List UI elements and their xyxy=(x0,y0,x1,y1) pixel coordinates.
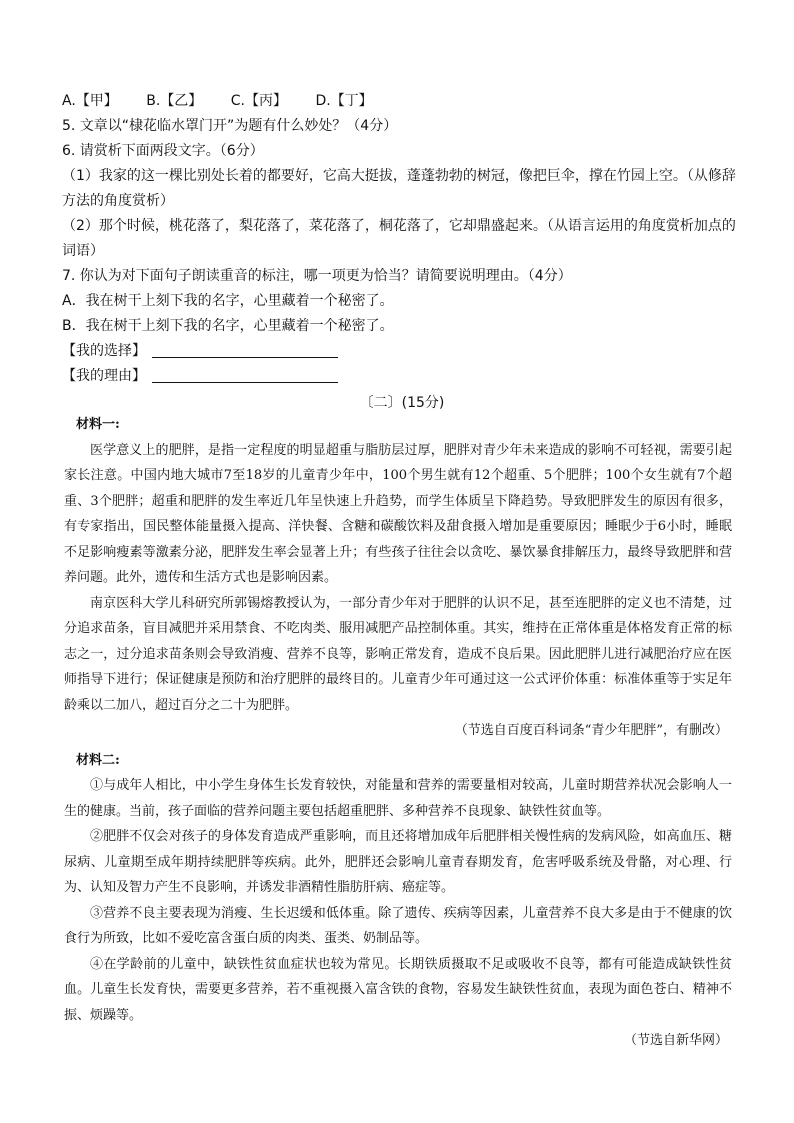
question-7: 7. 你认为对下面句子朗读重音的标注，哪一项更为恰当？请简要说明理由。（4分） xyxy=(62,268,572,284)
option-c[interactable]: C.【丙】 xyxy=(230,93,287,109)
reading-materials xyxy=(64,412,732,1054)
material-2-paragraph: ③营养不良主要表现为消瘦、生长迟缓和低体重。除了遗传、疾病等因素，儿童营养不良大多是由于不健康的饮食行为所致，比如不爱吃富含蛋白质的肉类、蛋类、奶制品等。 xyxy=(64,905,732,946)
my-choice-blank[interactable] xyxy=(152,340,338,358)
my-choice-label: 【我的选择】 xyxy=(62,343,146,359)
material-2-paragraph: ①与成年人相比，中小学生身体生长发育较快，对能量和营养的需要量相对较高，儿童时期营养状况会影响人一生的健康。当前，孩子面临的营养问题主要包括超重肥胖、多种营养不良现象、缺铁性贫血等。 xyxy=(64,778,732,819)
my-reason-label: 【我的理由】 xyxy=(62,368,146,384)
section-title: 〔二〕(15分) xyxy=(359,395,445,411)
question-7-option-a: A．我在树干上刻下我的名字，心里藏着一个秘密了。 xyxy=(62,293,394,309)
my-reason-blank[interactable] xyxy=(152,365,338,383)
material-1-title: 材料一: xyxy=(76,417,120,432)
option-a[interactable]: A.【甲】 xyxy=(62,93,118,109)
question-7-option-b: B．我在树干上刻下我的名字，心里藏着一个秘密了。 xyxy=(62,318,394,334)
question-6: 6. 请赏析下面两段文字。（6分） xyxy=(62,143,264,159)
material-1-paragraph: 医学意义上的肥胖，是指一定程度的明显超重与脂肪层过厚，肥胖对青少年未来造成的影响不可轻视，需要引起家长注意。中国内地大城市7至18岁的儿童青少年中，100个男生就有12个超重、5个肥胖；100个女生就有7个超重、3个肥胖；超重和肥胖的发生率近几年呈快速上升趋势，而学生体质呈下降趋势。导致肥胖发生的原因有很多，有专家指出，国民整体能量摄入提高、洋快餐、含糖和碳酸饮料及甜食摄入增加是重要原因；睡眠少于6小时，睡眠不足影响瘦素等激素分泌，肥胖发生率会显著上升；有些孩子往往会以贪吃、暴饮暴食排解压力，最终导致肥胖和营养问题。此外，遗传和生活方式也是影响因素。 xyxy=(64,442,732,585)
material-2-title: 材料二: xyxy=(76,752,120,768)
my-choice-row xyxy=(62,339,742,364)
option-d[interactable]: D.【丁】 xyxy=(315,93,373,109)
material-1-source: （节选自百度百科词条“青少年肥胖”，有删改） xyxy=(454,723,728,738)
question-6-part-1: （1）我家的这一棵比别处长着的都要好，它高大挺拔，蓬蓬勃勃的树冠，像把巨伞，撑在竹园上空。（从修辞方法的角度赏析） xyxy=(62,168,736,209)
question-6-part-2: （2）那个时候，桃花落了，梨花落了，菜花落了，桐花落了，它却鼎盛起来。（从语言运用的角度赏析加点的词语） xyxy=(62,218,736,259)
material-1-paragraph: 南京医科大学儿科研究所郭锡熔教授认为，一部分青少年对于肥胖的认识不足，甚至连肥胖的定义也不清楚，过分追求苗条，盲目减肥并采用禁食、不吃肉类、服用减肥产品控制体重。其实，维持在正常体重是体格发育正常的标志之一，过分追求苗条则会导致消瘦、营养不良等，影响正常发育，造成不良后果。因此肥胖儿进行减肥治疗应在医师指导下进行；保证健康是预防和治疗肥胖的最终目的。儿童青少年可通过这一公式评价体重：标准体重等于实足年龄乘以二加八，超过百分之二十为肥胖。 xyxy=(64,595,732,713)
material-2-source: （节选自新华网） xyxy=(623,1033,728,1048)
questions-section xyxy=(62,89,742,416)
material-2-paragraph: ②肥胖不仅会对孩子的身体发育造成严重影响，而且还将增加成年后肥胖相关慢性病的发病风险，如高血压、糖尿病、儿童期至成年期持续肥胖等疾病。此外，肥胖还会影响儿童青春期发育，危害呼吸系统及骨骼，对心理、行为、认知及智力产生不良影响，并诱发非酒精性脂肪肝病、癌症等。 xyxy=(64,829,732,895)
my-reason-row xyxy=(62,364,742,389)
material-2-paragraph: ④在学龄前的儿童中，缺铁性贫血症状也较为常见。长期铁质摄取不足或吸收不良等，都有可能造成缺铁性贫血。儿童生长发育快，需要更多营养，若不重视摄入富含铁的食物，容易发生缺铁性贫血，表现为面色苍白、精神不振、烦躁等。 xyxy=(64,956,732,1023)
option-b[interactable]: B.【乙】 xyxy=(146,93,203,109)
question-5: 5. 文章以“棣花临水罩门开”为题有什么妙处？（4分） xyxy=(62,118,398,134)
answer-options xyxy=(62,89,742,114)
